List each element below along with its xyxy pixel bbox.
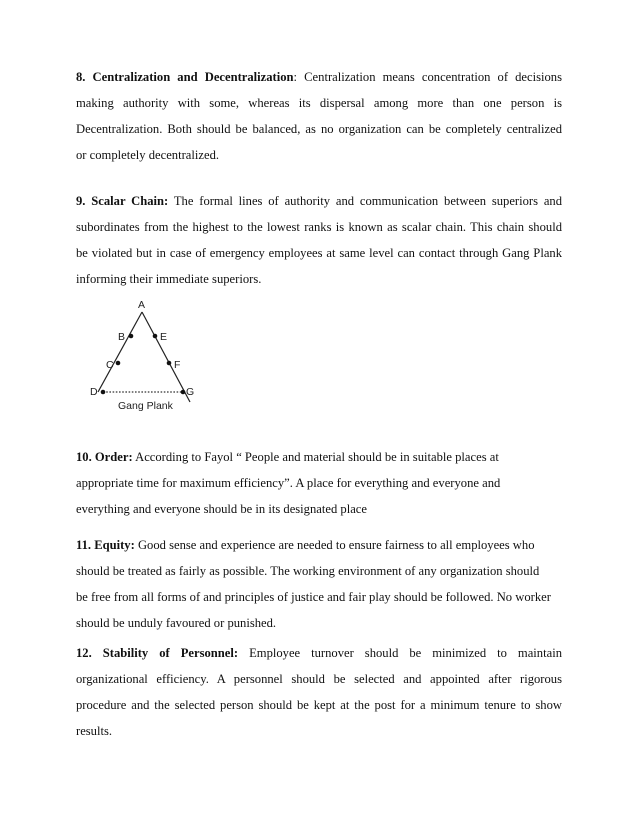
section-line: be free from all forms of and principles of justice and fair play should be followed. No worker xyxy=(76,590,551,604)
section-heading: 11. Equity: xyxy=(76,538,135,552)
section-line: informing their immediate superiors. xyxy=(76,272,262,286)
label-c: C xyxy=(106,359,114,371)
section-line: Decentralization. Both should be balanced, as no organization can be completely centralized xyxy=(76,122,562,136)
section-heading: 12. Stability of Personnel: xyxy=(76,646,239,660)
label-e: E xyxy=(160,331,168,343)
section-heading: 9. Scalar Chain: xyxy=(76,194,169,208)
chain-left-line xyxy=(98,312,142,392)
section-line: everything and everyone should be in its designated place xyxy=(76,502,367,516)
node-c xyxy=(116,361,121,366)
section-equity xyxy=(76,532,562,636)
section-line: 10. Order: According to Fayol “ People and material should be in suitable places at xyxy=(76,450,499,464)
section-line: should be treated as fairly as possible. The working environment of any organization should xyxy=(76,564,540,578)
label-a: A xyxy=(138,299,146,311)
section-order xyxy=(76,444,562,522)
section-stability-of-personnel xyxy=(76,640,562,744)
section-scalar-chain xyxy=(76,188,562,292)
section-line: results. xyxy=(76,724,113,738)
section-line: 11. Equity: Good sense and experience are needed to ensure fairness to all employees who xyxy=(76,538,535,552)
node-f xyxy=(167,361,172,366)
section-line: 12. Stability of Personnel: Employee turnover should be minimized to maintain xyxy=(76,646,562,660)
node-d xyxy=(101,390,106,395)
label-b: B xyxy=(118,331,126,343)
section-line: be violated but in case of emergency employees at same level can contact through Gang Plank xyxy=(76,246,562,260)
chain-right-line xyxy=(142,312,190,402)
node-e xyxy=(153,334,158,339)
section-centralization xyxy=(76,64,562,168)
section-line: subordinates from the highest to the lowest ranks is known as scalar chain. This chain should xyxy=(76,220,562,234)
section-line: organizational efficiency. A personnel should be selected and appointed after rigorous xyxy=(76,672,562,686)
label-d: D xyxy=(90,386,98,398)
scalar-chain-diagram xyxy=(86,296,206,416)
section-line: procedure and the selected person should be kept at the post for a minimum tenure to show xyxy=(76,698,562,712)
node-g xyxy=(181,390,186,395)
section-line: making authority with some, whereas its dispersal among more than one person is xyxy=(76,96,562,110)
section-heading: 10. Order: xyxy=(76,450,133,464)
section-line: should be unduly favoured or punished. xyxy=(76,616,277,630)
label-f: F xyxy=(174,359,181,371)
node-b xyxy=(129,334,134,339)
section-line: or completely decentralized. xyxy=(76,148,220,162)
section-line: 8. Centralization and Decentralization: Centralization means concentration of decisions xyxy=(76,70,562,84)
label-gang-plank: Gang Plank xyxy=(118,400,173,412)
label-g: G xyxy=(186,386,195,398)
section-line: appropriate time for maximum efficiency”. A place for everything and everyone and xyxy=(76,476,501,490)
section-line: 9. Scalar Chain: The formal lines of authority and communication between superiors and xyxy=(76,194,562,208)
section-heading: 8. Centralization and Decentralization xyxy=(76,70,294,84)
